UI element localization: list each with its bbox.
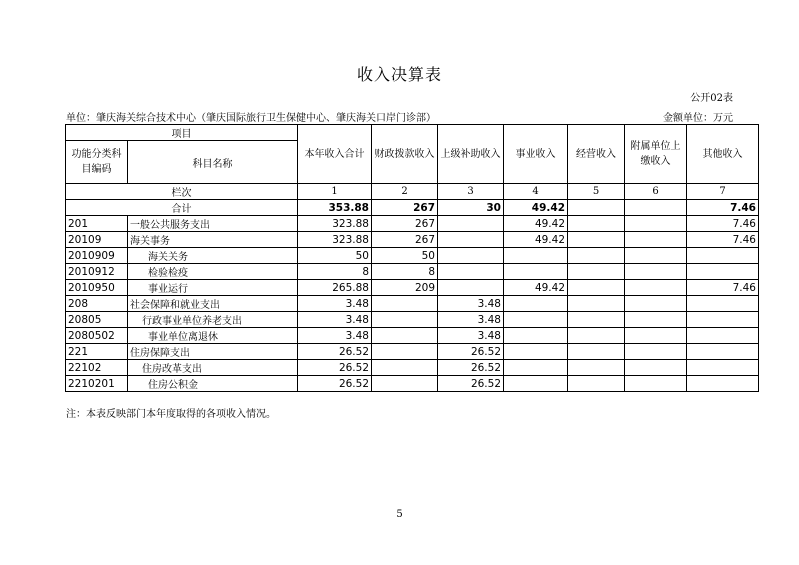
row-value (625, 264, 687, 280)
table-row (66, 248, 759, 264)
row-name: 海关事务 (128, 232, 298, 248)
row-value: 26.52 (298, 344, 372, 360)
row-value (372, 376, 438, 392)
amount-unit: 金额单位：万元 (663, 113, 733, 124)
row-value (568, 280, 625, 296)
total-label: 合计 (66, 200, 298, 216)
column-header: 经营收入 (568, 125, 625, 184)
form-code: 公开02表 (690, 93, 733, 104)
document-title: 收入决算表 (356, 65, 442, 84)
row-value (687, 264, 759, 280)
table-row (66, 296, 759, 312)
row-value: 3.48 (298, 312, 372, 328)
row-value: 49.42 (504, 280, 568, 296)
row-code: 2010912 (66, 264, 128, 280)
row-value: 209 (372, 280, 438, 296)
row-code: 20109 (66, 232, 128, 248)
row-value: 3.48 (438, 328, 504, 344)
row-value (438, 264, 504, 280)
row-value (625, 216, 687, 232)
row-name: 住房保障支出 (128, 344, 298, 360)
row-code: 208 (66, 296, 128, 312)
row-code: 2010909 (66, 248, 128, 264)
row-value (687, 248, 759, 264)
total-value: 49.42 (504, 200, 568, 216)
row-name: 事业单位离退休 (128, 328, 298, 344)
row-value: 8 (298, 264, 372, 280)
row-value: 3.48 (438, 296, 504, 312)
row-value: 265.88 (298, 280, 372, 296)
row-value: 26.52 (298, 360, 372, 376)
row-code: 2080502 (66, 328, 128, 344)
row-value (372, 296, 438, 312)
row-value: 3.48 (298, 328, 372, 344)
column-header: 事业收入 (504, 125, 568, 184)
row-value (625, 312, 687, 328)
row-value (372, 360, 438, 376)
row-value (625, 328, 687, 344)
column-header: 附属单位上缴收入 (625, 125, 687, 184)
table-row (66, 232, 759, 248)
row-value (438, 216, 504, 232)
table-row (66, 312, 759, 328)
row-value (372, 344, 438, 360)
subject-name-header: 科目名称 (128, 141, 298, 184)
column-number: 7 (687, 184, 759, 200)
row-value (687, 296, 759, 312)
row-code: 201 (66, 216, 128, 232)
row-value (504, 328, 568, 344)
row-value (568, 376, 625, 392)
row-name: 住房公积金 (128, 376, 298, 392)
row-name: 社会保障和就业支出 (128, 296, 298, 312)
row-value (438, 280, 504, 296)
row-value (504, 344, 568, 360)
row-value (625, 296, 687, 312)
row-value: 7.46 (687, 216, 759, 232)
column-number: 3 (438, 184, 504, 200)
row-value (372, 328, 438, 344)
column-index-label: 栏次 (66, 184, 298, 200)
row-value: 49.42 (504, 232, 568, 248)
column-number: 2 (372, 184, 438, 200)
row-value (568, 328, 625, 344)
row-value (568, 248, 625, 264)
row-value: 49.42 (504, 216, 568, 232)
column-header: 本年收入合计 (298, 125, 372, 184)
row-value (568, 296, 625, 312)
row-value (568, 360, 625, 376)
row-value: 323.88 (298, 232, 372, 248)
row-value (504, 264, 568, 280)
row-value: 26.52 (298, 376, 372, 392)
row-value: 8 (372, 264, 438, 280)
function-code-header: 功能分类科目编码 (66, 141, 128, 184)
row-value (438, 248, 504, 264)
total-value: 7.46 (687, 200, 759, 216)
row-name: 检验检疫 (128, 264, 298, 280)
row-value (504, 296, 568, 312)
row-value (625, 360, 687, 376)
row-value (504, 312, 568, 328)
row-value (504, 248, 568, 264)
row-value (687, 360, 759, 376)
footnote: 注：本表反映部门本年度取得的各项收入情况。 (66, 409, 276, 420)
income-final-accounts-table (65, 124, 759, 392)
row-code: 2010950 (66, 280, 128, 296)
item-header: 项目 (66, 125, 298, 141)
row-code: 22102 (66, 360, 128, 376)
row-value (504, 376, 568, 392)
row-value (625, 344, 687, 360)
total-value: 267 (372, 200, 438, 216)
table-row (66, 264, 759, 280)
row-value (438, 232, 504, 248)
row-value (687, 312, 759, 328)
row-value (504, 360, 568, 376)
total-value (568, 200, 625, 216)
table-row (66, 216, 759, 232)
row-value: 267 (372, 216, 438, 232)
row-value: 26.52 (438, 360, 504, 376)
total-value: 30 (438, 200, 504, 216)
row-value (687, 376, 759, 392)
column-number: 5 (568, 184, 625, 200)
row-value (687, 328, 759, 344)
row-value (687, 344, 759, 360)
row-value (625, 232, 687, 248)
row-name: 事业运行 (128, 280, 298, 296)
table-row (66, 328, 759, 344)
total-value (625, 200, 687, 216)
table-row (66, 344, 759, 360)
column-header: 上级补助收入 (438, 125, 504, 184)
row-value: 267 (372, 232, 438, 248)
row-name: 住房改革支出 (128, 360, 298, 376)
row-code: 221 (66, 344, 128, 360)
column-number: 6 (625, 184, 687, 200)
table-row (66, 376, 759, 392)
row-value: 50 (372, 248, 438, 264)
row-value: 3.48 (298, 296, 372, 312)
total-value: 353.88 (298, 200, 372, 216)
page-number: 5 (396, 509, 403, 520)
row-value: 3.48 (438, 312, 504, 328)
row-value: 26.52 (438, 376, 504, 392)
row-value (568, 312, 625, 328)
row-value (568, 344, 625, 360)
row-name: 海关关务 (128, 248, 298, 264)
row-value: 26.52 (438, 344, 504, 360)
table-row (66, 280, 759, 296)
column-header: 财政拨款收入 (372, 125, 438, 184)
row-name: 一般公共服务支出 (128, 216, 298, 232)
row-value: 7.46 (687, 280, 759, 296)
row-value (568, 216, 625, 232)
column-header: 其他收入 (687, 125, 759, 184)
row-value: 50 (298, 248, 372, 264)
row-value (625, 376, 687, 392)
row-code: 2210201 (66, 376, 128, 392)
row-value: 323.88 (298, 216, 372, 232)
row-code: 20805 (66, 312, 128, 328)
row-value: 7.46 (687, 232, 759, 248)
row-value (568, 232, 625, 248)
column-number: 4 (504, 184, 568, 200)
row-value (568, 264, 625, 280)
row-name: 行政事业单位养老支出 (128, 312, 298, 328)
column-number: 1 (298, 184, 372, 200)
unit-label: 单位：肇庆海关综合技术中心（肇庆国际旅行卫生保健中心、肇庆海关口岸门诊部） (66, 113, 436, 124)
table-row (66, 360, 759, 376)
row-value (372, 312, 438, 328)
row-value (625, 248, 687, 264)
row-value (625, 280, 687, 296)
